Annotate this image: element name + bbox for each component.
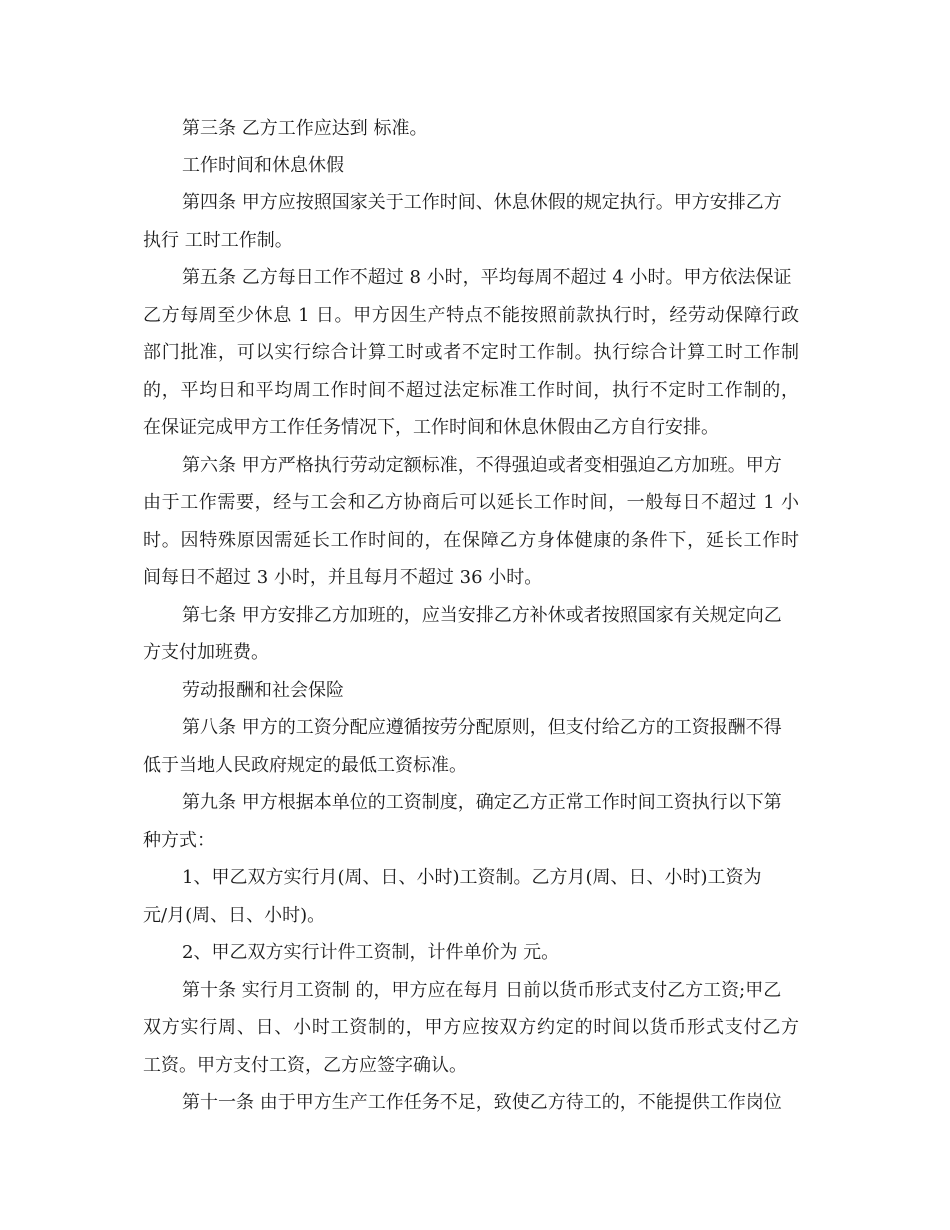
section-heading-remuneration: 劳动报酬和社会保险 (182, 680, 344, 701)
article-9-line-2: 种方式： (143, 830, 215, 851)
article-11-line-1: 第十一条 由于甲方生产工作任务不足，致使乙方待工的，不能提供工作岗位 (182, 1092, 782, 1113)
article-6-line-4: 间每日不超过 3 小时，并且每月不超过 36 小时。 (143, 567, 543, 588)
article-8-line-1: 第八条 甲方的工资分配应遵循按劳分配原则，但支付给乙方的工资报酬不得 (182, 717, 782, 738)
article-9-item-1-line-2: 元/月(周、日、小时)。 (143, 905, 326, 926)
section-heading-work-time: 工作时间和休息休假 (182, 155, 344, 176)
article-8-line-2: 低于当地人民政府规定的最低工资标准。 (143, 755, 467, 776)
article-9-line-1: 第九条 甲方根据本单位的工资制度，确定乙方正常工作时间工资执行以下第 (182, 792, 782, 813)
article-5-line-1: 第五条 乙方每日工作不超过 8 小时，平均每周不超过 4 小时。甲方依法保证 (182, 267, 792, 288)
article-4-line-1: 第四条 甲方应按照国家关于工作时间、休息休假的规定执行。甲方安排乙方 (182, 192, 782, 213)
article-5-line-5: 在保证完成甲方工作任务情况下，工作时间和休息休假由乙方自行安排。 (143, 417, 719, 438)
article-5-line-4: 的，平均日和平均周工作时间不超过法定标准工作时间，执行不定时工作制的， (143, 380, 799, 401)
article-10-line-1: 第十条 实行月工资制 的，甲方应在每月 日前以货币形式支付乙方工资;甲乙 (182, 980, 782, 1001)
article-3-line-1: 第三条 乙方工作应达到 标准。 (182, 118, 428, 139)
article-7-line-1: 第七条 甲方安排乙方加班的，应当安排乙方补休或者按照国家有关规定向乙 (182, 605, 782, 626)
article-9-item-2: 2、甲乙双方实行计件工资制，计件单价为 元。 (182, 942, 560, 963)
article-10-line-3: 工资。甲方支付工资，乙方应签字确认。 (143, 1055, 467, 1076)
article-6-line-1: 第六条 甲方严格执行劳动定额标准，不得强迫或者变相强迫乙方加班。甲方 (182, 455, 782, 476)
article-4-line-2: 执行 工时工作制。 (143, 230, 293, 251)
article-10-line-2: 双方实行周、日、小时工资制的，甲方应按双方约定的时间以货币形式支付乙方 (143, 1017, 799, 1038)
article-6-line-3: 时。因特殊原因需延长工作时间的，在保障乙方身体健康的条件下，延长工作时 (143, 530, 799, 551)
article-7-line-2: 方支付加班费。 (143, 642, 269, 663)
article-5-line-2: 乙方每周至少休息 1 日。甲方因生产特点不能按照前款执行时，经劳动保障行政 (143, 305, 799, 326)
article-5-line-3: 部门批准，可以实行综合计算工时或者不定时工作制。执行综合计算工时工作制 (143, 342, 799, 363)
article-6-line-2: 由于工作需要，经与工会和乙方协商后可以延长工作时间，一般每日不超过 1 小 (143, 492, 799, 513)
article-9-item-1-line-1: 1、甲乙双方实行月(周、日、小时)工资制。乙方月(周、日、小时)工资为 (182, 867, 762, 888)
